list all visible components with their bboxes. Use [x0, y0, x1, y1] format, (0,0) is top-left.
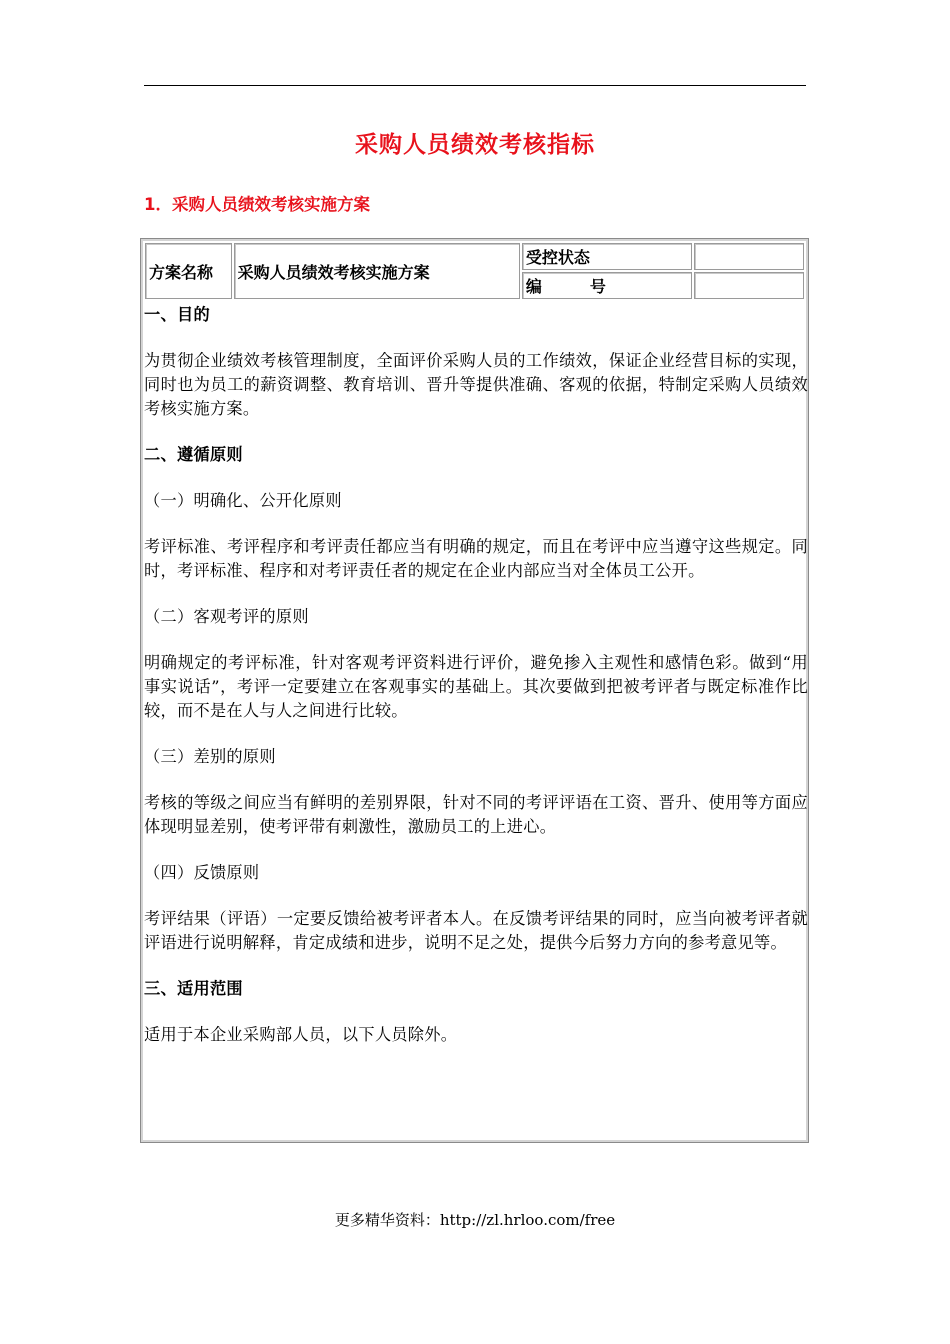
section-heading-principles: 二、遵循原则: [144, 445, 243, 464]
plan-header-table: [143, 241, 806, 301]
doc-number-value: [694, 272, 804, 299]
subheading-principle-4: （四）反馈原则: [144, 863, 260, 882]
document-title: 采购人员绩效考核指标: [355, 132, 595, 158]
paragraph-principle-3: 考核的等级之间应当有鲜明的差别界限，针对不同的考评评语在工资、晋升、使用等方面应体现明显差别，使考评带有刺激性，激励员工的上进心。: [144, 793, 808, 836]
section-heading-purpose: 一、目的: [144, 305, 210, 324]
document-body: [144, 300, 808, 1047]
subheading-principle-1: （一）明确化、公开化原则: [144, 491, 342, 510]
paragraph-principle-2: 明确规定的考评标准，针对客观考评资料进行评价，避免掺入主观性和感情色彩。做到“用事实说话”，考评一定要建立在客观事实的基础上。其次要做到把被考评者与既定标准作比较，而不是在人与人之间进行比较。: [144, 653, 808, 720]
paragraph-purpose: 为贯彻企业绩效考核管理制度，全面评价采购人员的工作绩效，保证企业经营目标的实现，同时也为员工的薪资调整、教育培训、晋升等提供准确、客观的依据，特制定采购人员绩效考核实施方案。: [144, 351, 808, 418]
control-status-label: 受控状态: [522, 243, 692, 270]
control-status-value: [694, 243, 804, 270]
paragraph-principle-4: 考评结果（评语）一定要反馈给被考评者本人。在反馈考评结果的同时，应当向被考评者就评语进行说明解释，肯定成绩和进步，说明不足之处，提供今后努力方向的参考意见等。: [144, 909, 808, 952]
subheading-principle-2: （二）客观考评的原则: [144, 607, 309, 626]
section-heading: 1．采购人员绩效考核实施方案: [144, 195, 370, 214]
plan-name-label: 方案名称: [145, 243, 232, 299]
footer-link-text: 更多精华资料：http://zl.hrloo.com/free: [334, 1211, 616, 1229]
section-heading-scope: 三、适用范围: [144, 979, 243, 998]
top-divider: [144, 85, 806, 86]
paragraph-principle-1: 考评标准、考评程序和考评责任都应当有明确的规定，而且在考评中应当遵守这些规定。同时，考评标准、程序和对考评责任者的规定在企业内部应当对全体员工公开。: [144, 537, 808, 580]
paragraph-scope: 适用于本企业采购部人员，以下人员除外。: [144, 1025, 458, 1044]
subheading-principle-3: （三）差别的原则: [144, 747, 276, 766]
plan-name-value: 采购人员绩效考核实施方案: [234, 243, 520, 299]
doc-number-label: 编 号: [522, 272, 692, 299]
